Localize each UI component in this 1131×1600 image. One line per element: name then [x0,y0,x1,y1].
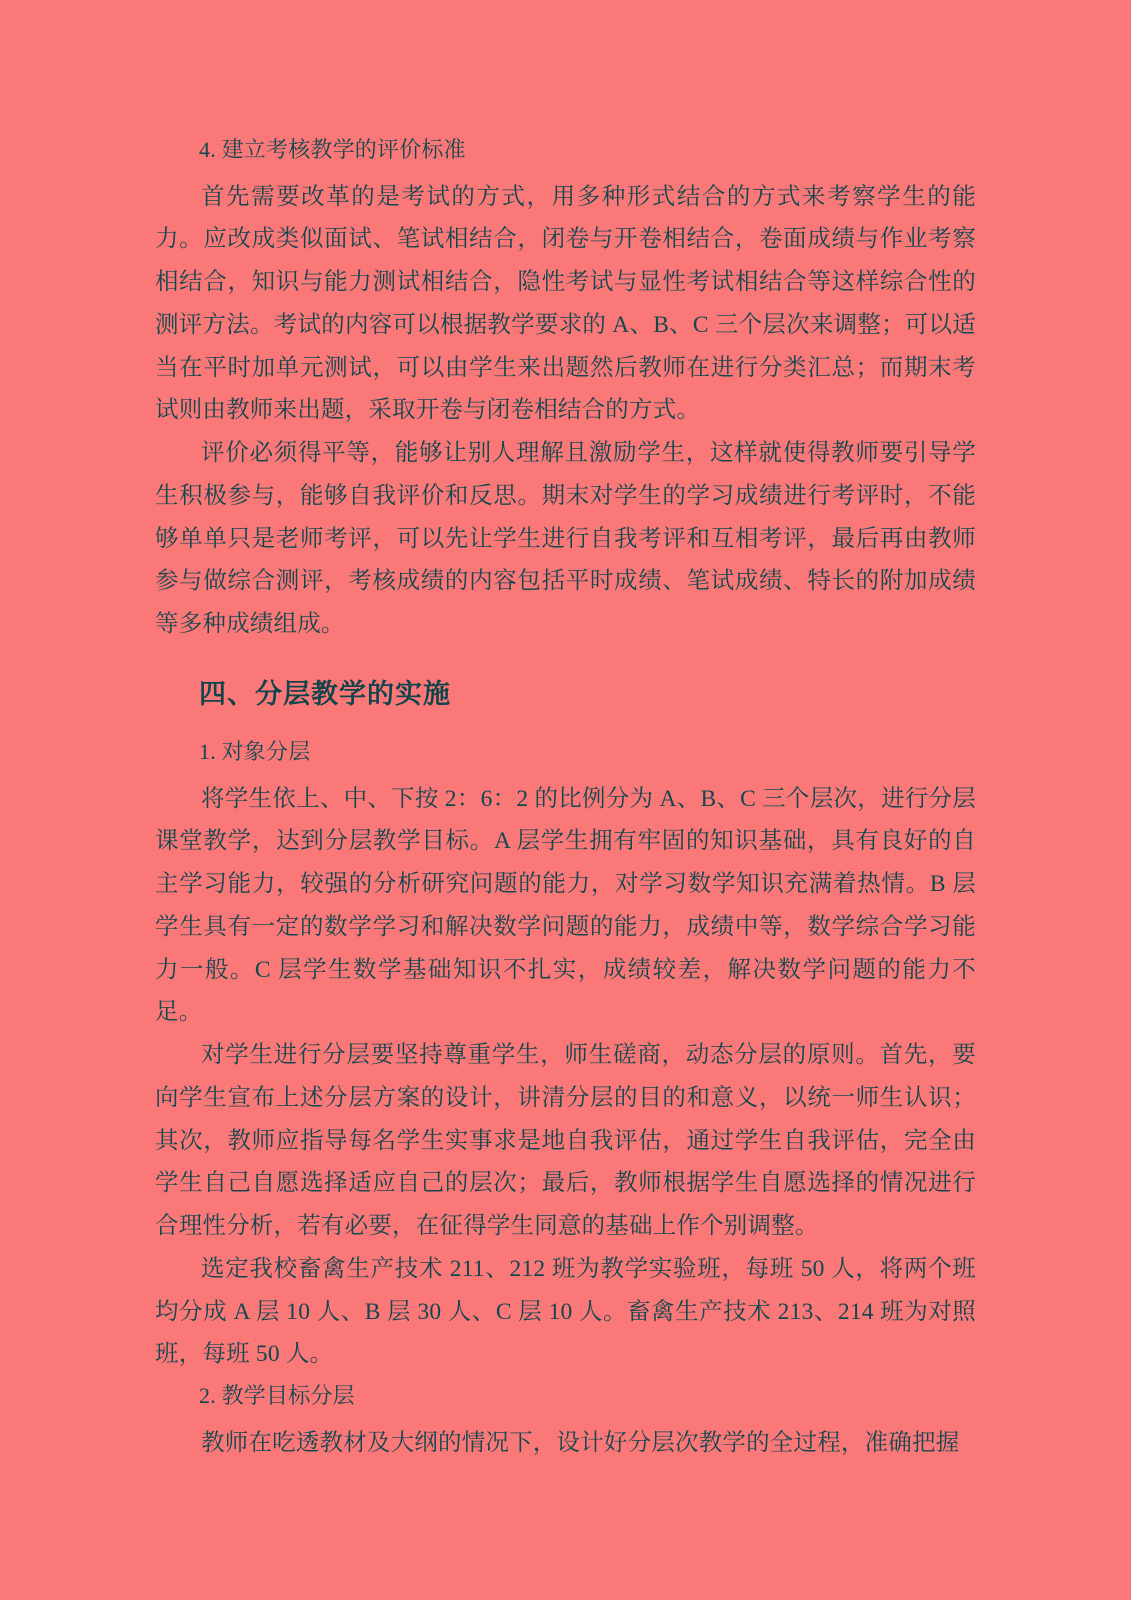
sub-heading-object-layering: 1. 对象分层 [199,738,311,764]
paragraph-student-levels: 将学生依上、中、下按 2：6：2 的比例分为 A、B、C 三个层次，进行分层课堂教学，达到分层教学目标。A 层学生拥有牢固的知识基础，具有良好的自主学习能力，较强的分析研究问题的能力，对学习数学知识充满着热情。B 层学生具有一定的数学学习和解决数学问题的能力，成绩中等，数学综合学习能力一般。C 层学生数学基础知识不扎实，成绩较差，解决数学问题的能力不足。 [155,785,976,1026]
document-body [155,130,976,1465]
paragraph-exam-reform: 首先需要改革的是考试的方式，用多种形式结合的方式来考察学生的能力。应改成类似面试、笔试相结合，闭卷与开卷相结合，卷面成绩与作业考察相结合，知识与能力测试相结合，隐性考试与显性考试相结合等这样综合性的测评方法。考试的内容可以根据教学要求的 A、B、C 三个层次来调整；可以适当在平时加单元测试，可以由学生来出题然后教师在进行分类汇总；而期末考试则由教师来出题，采取开卷与闭卷相结合的方式。 [155,183,976,424]
sub-heading-teaching-goal-layering: 2. 教学目标分层 [199,1383,355,1409]
section-heading-implementation: 四、分层教学的实施 [199,679,451,710]
paragraph-layering-principles: 对学生进行分层要坚持尊重学生，师生磋商，动态分层的原则。首先，要向学生宣布上述分层方案的设计，讲清分层的目的和意义，以统一师生认识；其次，教师应指导每名学生实事求是地自我评估，通过学生自我评估，完全由学生自己自愿选择适应自己的层次；最后，教师根据学生自愿选择的情况进行合理性分析，若有必要，在征得学生同意的基础上作个别调整。 [155,1042,976,1240]
paragraph-teacher-design: 教师在吃透教材及大纲的情况下，设计好分层次教学的全过程，准确把握 [201,1429,960,1456]
sub-heading-evaluation-standard: 4. 建立考核教学的评价标准 [199,137,466,162]
paragraph-evaluation-equality: 评价必须得平等，能够让别人理解且激励学生，这样就使得教师要引导学生积极参与，能够自我评价和反思。期末对学生的学习成绩进行考评时，不能够单单只是老师考评，可以先让学生进行自我考评和互相考评，最后再由教师参与做综合测评，考核成绩的内容包括平时成绩、笔试成绩、特长的附加成绩等多种成绩组成。 [155,440,976,638]
paragraph-experiment-classes: 选定我校畜禽生产技术 211、212 班为教学实验班，每班 50 人，将两个班均分成 A 层 10 人、B 层 30 人、C 层 10 人。畜禽生产技术 213、214 班为对照班，每班 50 人。 [155,1255,976,1368]
